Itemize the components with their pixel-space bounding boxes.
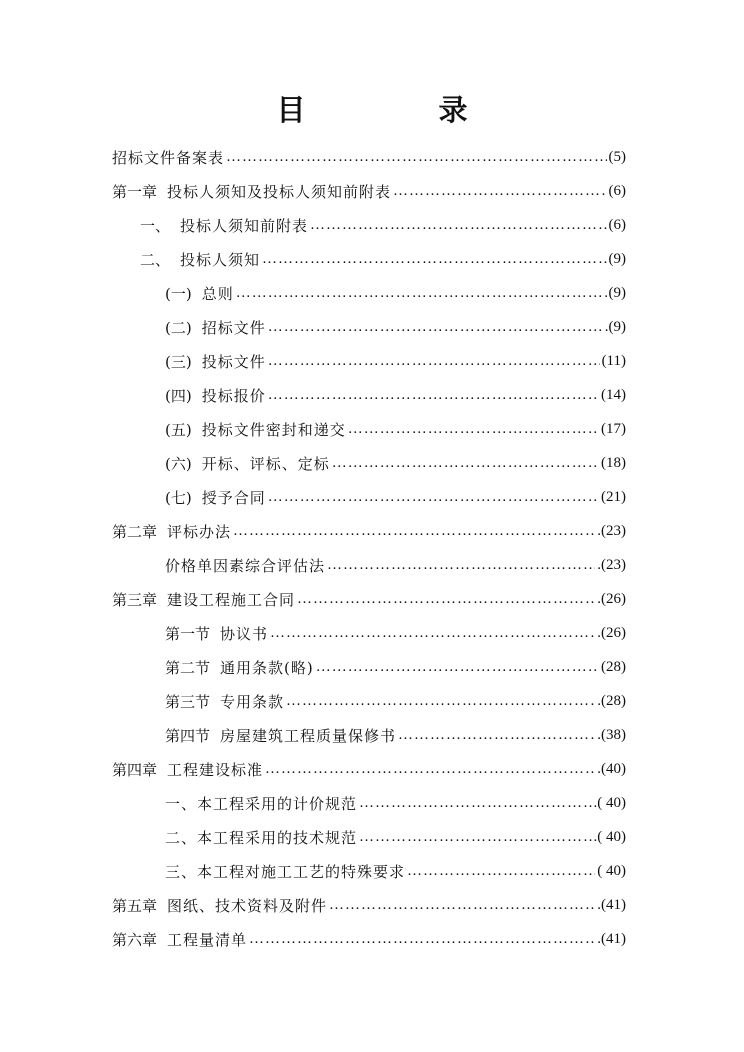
toc-number: (五) — [165, 420, 192, 439]
toc-number: 第二章 — [112, 522, 158, 541]
toc-page: .(41) — [597, 896, 626, 913]
toc-number: (三) — [165, 352, 192, 371]
page-title: 目 录 — [276, 93, 520, 127]
toc-number: (六) — [165, 454, 192, 473]
toc-leader — [348, 421, 599, 438]
toc-number: 二、 — [140, 250, 171, 269]
toc-entry[interactable] — [112, 752, 626, 786]
toc-leader — [249, 931, 595, 948]
toc-entry[interactable] — [165, 344, 626, 378]
toc-page: (11) — [601, 352, 626, 369]
toc-page: .(38) — [597, 726, 626, 743]
toc-number: 第六章 — [112, 930, 158, 949]
toc-entry[interactable] — [165, 786, 626, 820]
toc-leader — [310, 217, 606, 234]
toc-page: .( 40) — [593, 794, 626, 811]
toc-label: 授予合同 — [201, 488, 266, 507]
toc-number: 第一节 — [165, 624, 211, 643]
toc-page: .(26) — [597, 624, 626, 641]
toc-entry[interactable] — [165, 378, 626, 412]
toc-label: 开标、评标、定标 — [201, 454, 330, 473]
toc-leader — [226, 149, 606, 166]
toc-label: 总则 — [201, 284, 234, 303]
toc-leader — [359, 829, 591, 846]
toc-number: 第五章 — [112, 896, 158, 915]
toc-label: 通用条款(略) — [220, 658, 314, 677]
toc-number: 第三节 — [165, 692, 211, 711]
toc-label: 二、本工程采用的技术规范 — [165, 828, 358, 847]
toc-leader — [407, 863, 595, 880]
toc-number: 一、 — [140, 216, 171, 235]
toc-label: 工程建设标准 — [167, 760, 264, 779]
toc-page: (9) — [608, 250, 626, 267]
toc-label: 评标办法 — [167, 522, 232, 541]
toc-label: 投标人须知及投标人须知前附表 — [167, 182, 392, 201]
toc-page: (17) — [601, 420, 626, 437]
toc-number: 第二节 — [165, 658, 211, 677]
toc-page: .(41) — [597, 930, 626, 947]
toc-entry[interactable] — [165, 446, 626, 480]
toc-entry[interactable] — [165, 310, 626, 344]
toc-entry[interactable] — [140, 242, 626, 276]
toc-label: 协议书 — [220, 624, 269, 643]
toc-entry[interactable] — [165, 276, 626, 310]
toc-entry[interactable] — [165, 616, 626, 650]
toc-number: 第一章 — [112, 182, 158, 201]
toc-label: 房屋建筑工程质量保修书 — [220, 726, 397, 745]
toc-label: 三、本工程对施工工艺的特殊要求 — [165, 862, 406, 881]
toc-leader — [332, 455, 599, 472]
toc-leader — [316, 659, 599, 676]
toc-label: 工程量清单 — [167, 930, 248, 949]
toc-entry[interactable] — [165, 548, 626, 582]
toc-entry[interactable] — [140, 208, 626, 242]
toc-label: 一、本工程采用的计价规范 — [165, 794, 358, 813]
toc-entry[interactable] — [112, 514, 626, 548]
toc-label: 投标人须知前附表 — [180, 216, 309, 235]
toc-entry[interactable] — [165, 854, 626, 888]
toc-entry[interactable] — [165, 718, 626, 752]
toc-entry[interactable] — [112, 140, 626, 174]
toc-leader — [262, 251, 606, 268]
toc-page: (9) — [608, 284, 626, 301]
toc-leader — [297, 591, 595, 608]
toc-entry[interactable] — [112, 582, 626, 616]
toc-entry[interactable] — [112, 888, 626, 922]
toc-number: (四) — [165, 386, 192, 405]
toc-entry[interactable] — [165, 650, 626, 684]
toc-entry[interactable] — [165, 412, 626, 446]
toc-page: (14) — [601, 386, 626, 403]
toc-label: 投标文件密封和递交 — [201, 420, 346, 439]
toc-label: 投标人须知 — [180, 250, 261, 269]
toc-page: .( 40) — [593, 828, 626, 845]
toc-leader — [265, 761, 595, 778]
toc-leader — [268, 489, 599, 506]
toc-leader — [270, 625, 595, 642]
toc-leader — [359, 795, 591, 812]
toc-number: (七) — [165, 488, 192, 507]
toc-leader — [233, 523, 595, 540]
toc-page: (18) — [601, 454, 626, 471]
toc-entry[interactable] — [165, 684, 626, 718]
toc-label: 专用条款 — [220, 692, 285, 711]
toc-page: .(26) — [597, 590, 626, 607]
toc-page: (28) — [601, 658, 626, 675]
toc-page: (6) — [608, 182, 626, 199]
toc-leader — [398, 727, 595, 744]
toc-label: 投标文件 — [201, 352, 266, 371]
toc-leader — [327, 557, 595, 574]
toc-leader — [393, 183, 606, 200]
toc-leader — [268, 387, 599, 404]
toc-number: (二) — [165, 318, 192, 337]
toc-label: 图纸、技术资料及附件 — [167, 896, 328, 915]
toc-entry[interactable] — [112, 174, 626, 208]
toc-page: (21) — [601, 488, 626, 505]
toc-leader — [268, 319, 603, 336]
toc-label: 价格单因素综合评估法 — [165, 556, 326, 575]
toc-page: (6) — [608, 216, 626, 233]
toc-label: 投标报价 — [201, 386, 266, 405]
toc-number: 第四节 — [165, 726, 211, 745]
toc-page: ( 40) — [597, 862, 626, 879]
toc-page: .(23) — [597, 522, 626, 539]
toc-page: .(23) — [597, 556, 626, 573]
toc-entry[interactable] — [165, 480, 626, 514]
toc-page: .(9) — [604, 318, 626, 335]
toc-entry[interactable] — [165, 820, 626, 854]
toc-leader — [286, 693, 595, 710]
toc-entry[interactable] — [112, 922, 626, 956]
toc-leader — [236, 285, 607, 302]
toc-label: 招标文件备案表 — [112, 148, 225, 167]
toc-leader — [268, 353, 600, 370]
toc-number: (一) — [165, 284, 192, 303]
toc-leader — [329, 897, 595, 914]
toc-number: 第四章 — [112, 760, 158, 779]
toc-label: 招标文件 — [201, 318, 266, 337]
toc-number: 第三章 — [112, 590, 158, 609]
toc-page: .(28) — [597, 692, 626, 709]
toc-page: (5) — [608, 148, 626, 165]
toc-page: .(40) — [597, 760, 626, 777]
toc-label: 建设工程施工合同 — [167, 590, 296, 609]
